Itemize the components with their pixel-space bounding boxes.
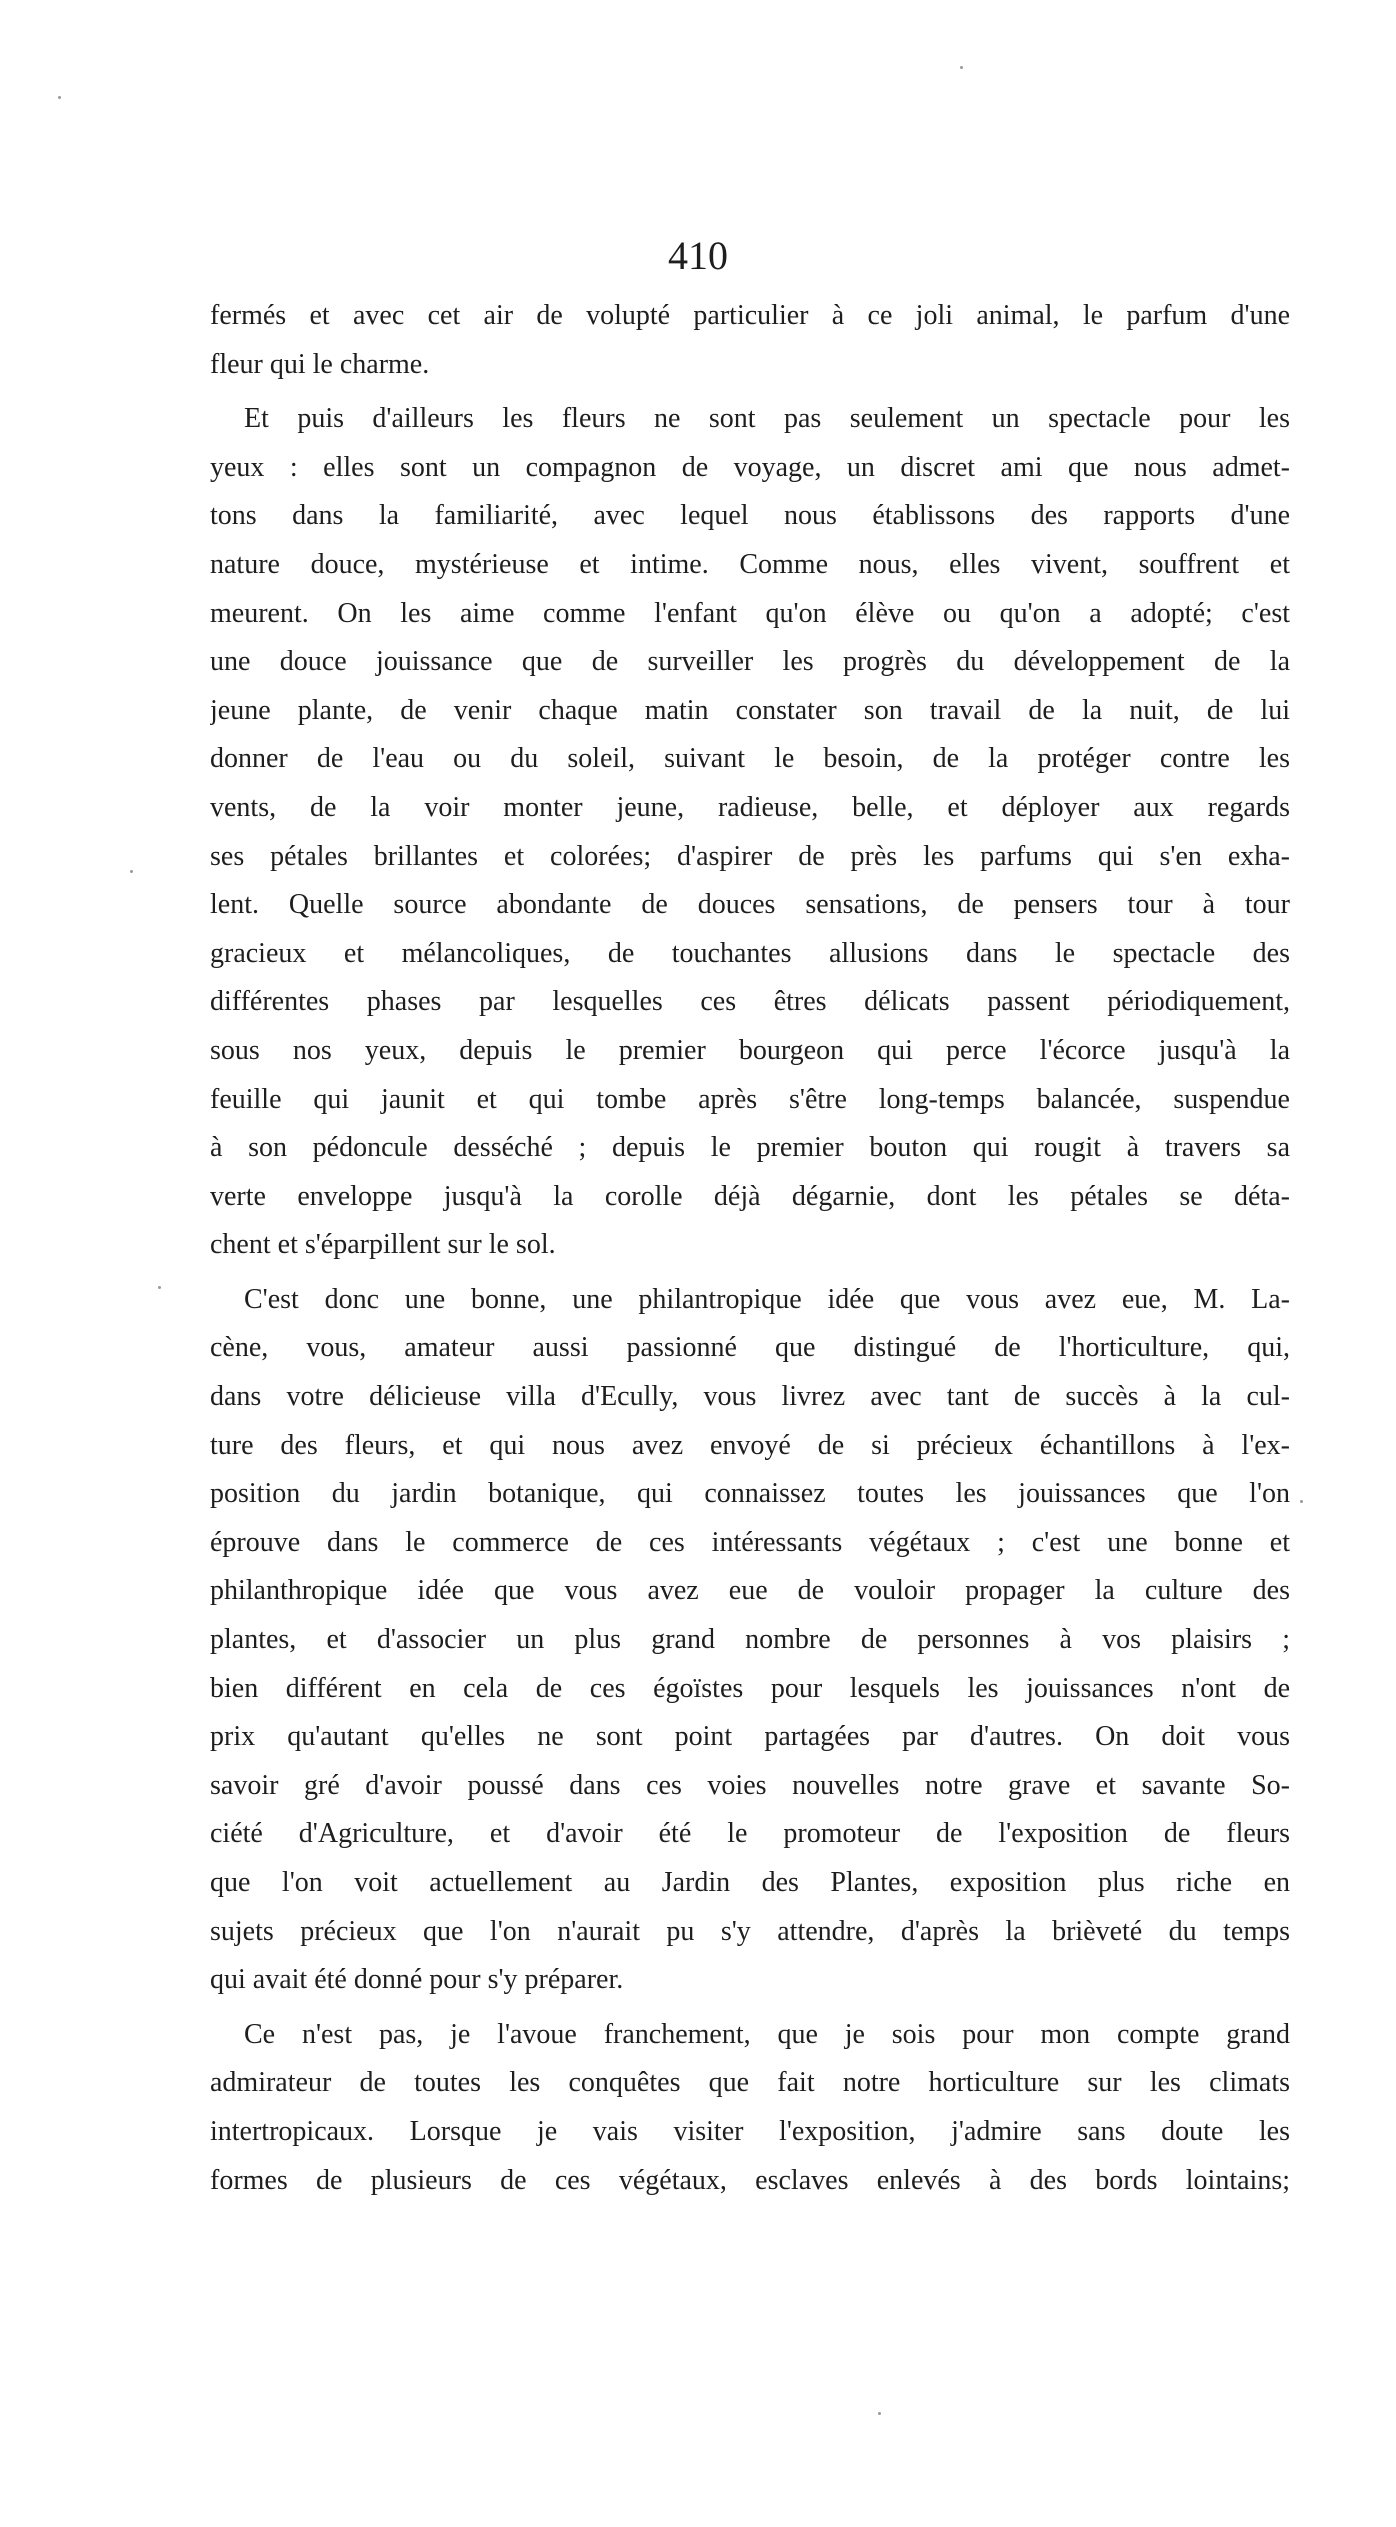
text-line: fleur qui le charme. xyxy=(210,348,430,380)
text-line: savoir gré d'avoir poussé dans ces voies nouvelles notre grave et savante So- xyxy=(210,1769,1290,1801)
text-line: dans votre délicieuse villa d'Ecully, vous livrez avec tant de succès à la cul- xyxy=(210,1381,1290,1413)
text-line: ses pétales brillantes et colorées; d'aspirer de près les parfums qui s'en exha- xyxy=(210,840,1290,872)
text-line: fermés et avec cet air de volupté particulier à ce joli animal, le parfum d'une xyxy=(210,300,1290,331)
text-line: Ce n'est pas, je l'avoue franchement, que je sois pour mon compte grand xyxy=(244,2018,1290,2050)
paragraph xyxy=(210,2011,1290,2205)
scan-speck xyxy=(1300,1500,1303,1503)
text-line: intertropicaux. Lorsque je vais visiter l'exposition, j'admire sans doute les xyxy=(210,2115,1290,2147)
body-text xyxy=(210,292,1290,2205)
text-line: nature douce, mystérieuse et intime. Comme nous, elles vivent, souffrent et xyxy=(210,548,1290,580)
text-line: une douce jouissance que de surveiller les progrès du développement de la xyxy=(210,646,1290,678)
paragraph xyxy=(210,292,1290,389)
text-line: ciété d'Agriculture, et d'avoir été le promoteur de l'exposition de fleurs xyxy=(210,1818,1290,1850)
scan-speck xyxy=(960,66,963,69)
text-line: meurent. On les aime comme l'enfant qu'on élève ou qu'on a adopté; c'est xyxy=(210,597,1290,629)
page-number: 410 xyxy=(668,233,728,278)
paragraph xyxy=(210,1276,1290,2005)
text-line: que l'on voit actuellement au Jardin des Plantes, exposition plus riche en xyxy=(210,1867,1290,1898)
text-line: vents, de la voir monter jeune, radieuse, belle, et déployer aux regards xyxy=(210,791,1290,823)
scan-speck xyxy=(130,870,133,873)
paragraph xyxy=(210,395,1290,1270)
text-line: lent. Quelle source abondante de douces sensations, de pensers tour à tour xyxy=(210,889,1290,921)
scan-speck xyxy=(58,96,61,99)
scan-speck xyxy=(158,1286,161,1289)
text-line: tons dans la familiarité, avec lequel nous établissons des rapports d'une xyxy=(210,500,1290,532)
scan-speck xyxy=(878,2412,881,2415)
text-line: admirateur de toutes les conquêtes que fait notre horticulture sur les climats xyxy=(210,2067,1290,2099)
text-line: jeune plante, de venir chaque matin constater son travail de la nuit, de lui xyxy=(210,694,1290,726)
text-line: philanthropique idée que vous avez eue de vouloir propager la culture des xyxy=(210,1575,1290,1607)
text-line: formes de plusieurs de ces végétaux, esclaves enlevés à des bords lointains; xyxy=(210,2164,1290,2196)
text-line: cène, vous, amateur aussi passionné que distingué de l'horticulture, qui, xyxy=(210,1332,1290,1364)
text-line: prix qu'autant qu'elles ne sont point partagées par d'autres. On doit vous xyxy=(210,1721,1290,1753)
text-line: Et puis d'ailleurs les fleurs ne sont pas seulement un spectacle pour les xyxy=(244,403,1290,435)
text-line: C'est donc une bonne, une philantropique idée que vous avez eue, M. La- xyxy=(244,1283,1290,1315)
text-line: position du jardin botanique, qui connaissez toutes les jouissances que l'on xyxy=(210,1478,1290,1510)
text-line: chent et s'éparpillent sur le sol. xyxy=(210,1229,556,1261)
text-line: éprouve dans le commerce de ces intéressants végétaux ; c'est une bonne et xyxy=(210,1526,1290,1558)
text-line: gracieux et mélancoliques, de touchantes allusions dans le spectacle des xyxy=(210,937,1290,969)
text-line: différentes phases par lesquelles ces êtres délicats passent périodiquement, xyxy=(210,986,1290,1018)
text-line: ture des fleurs, et qui nous avez envoyé de si précieux échantillons à l'ex- xyxy=(210,1429,1290,1461)
text-line: sous nos yeux, depuis le premier bourgeon qui perce l'écorce jusqu'à la xyxy=(210,1034,1290,1066)
text-line: plantes, et d'associer un plus grand nombre de personnes à vos plaisirs ; xyxy=(210,1624,1290,1656)
text-line: yeux : elles sont un compagnon de voyage, un discret ami que nous admet- xyxy=(210,451,1290,483)
text-line: à son pédoncule desséché ; depuis le premier bouton qui rougit à travers sa xyxy=(210,1132,1290,1164)
text-line: verte enveloppe jusqu'à la corolle déjà dégarnie, dont les pétales se déta- xyxy=(210,1180,1290,1212)
text-line: sujets précieux que l'on n'aurait pu s'y attendre, d'après la brièveté du temps xyxy=(210,1915,1290,1947)
text-line: qui avait été donné pour s'y préparer. xyxy=(210,1964,624,1996)
text-line: feuille qui jaunit et qui tombe après s'être long-temps balancée, suspendue xyxy=(210,1083,1290,1115)
text-line: donner de l'eau ou du soleil, suivant le besoin, de la protéger contre les xyxy=(210,743,1290,775)
text-line: bien différent en cela de ces égoïstes pour lesquels les jouissances n'ont de xyxy=(210,1672,1290,1704)
